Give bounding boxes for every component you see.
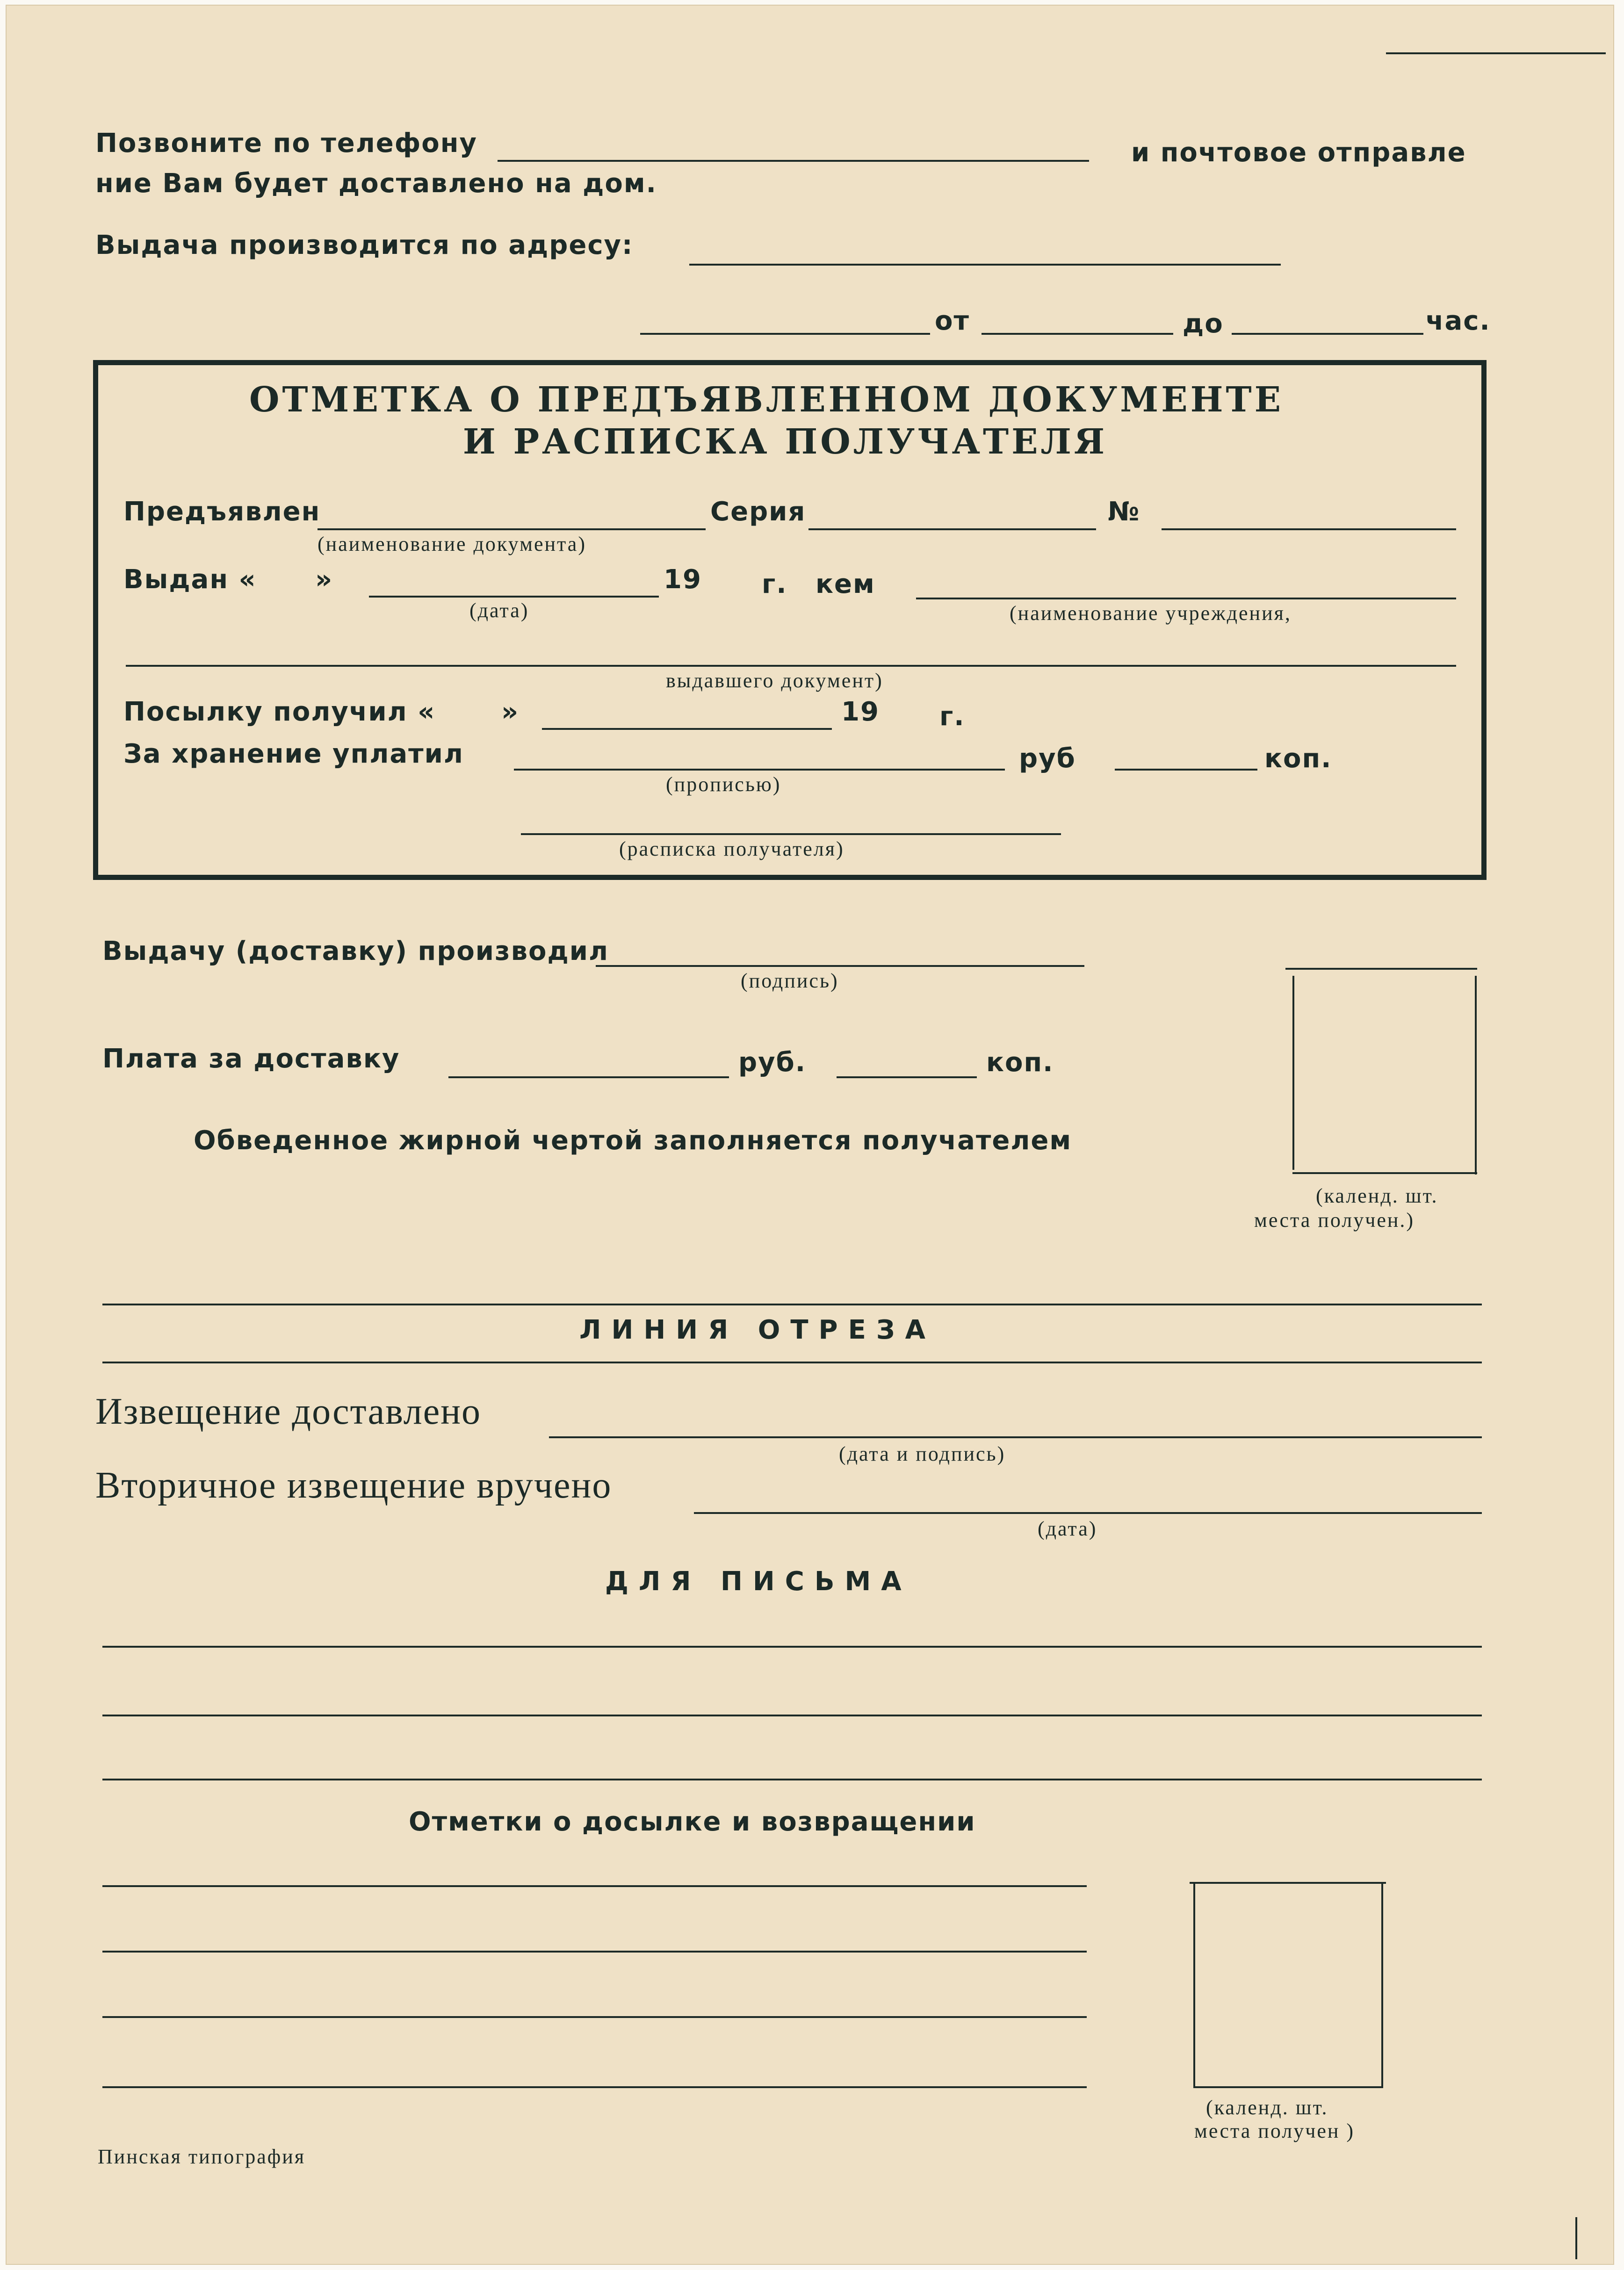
issued-quote-close: »	[315, 564, 333, 595]
issuer-caption: выдавшего документ)	[666, 669, 883, 692]
stamp-1-caption-line-1: (календ. шт.	[1316, 1184, 1438, 1207]
secondary-date-caption: (дата)	[1038, 1517, 1097, 1540]
cut-line-label: ЛИНИЯ ОТРЕЗА	[579, 1315, 936, 1345]
from-hours-line[interactable]	[982, 333, 1173, 335]
redirect-line-4[interactable]	[102, 2086, 1087, 2088]
notice-delivered-line[interactable]	[549, 1436, 1482, 1438]
parcel-year-19: 19	[841, 697, 880, 727]
bottom-right-mark	[1575, 2217, 1577, 2259]
from-label: от	[935, 306, 970, 336]
issued-date-line[interactable]	[369, 596, 659, 598]
signature-line[interactable]	[521, 833, 1061, 835]
delivery-rub-label: руб.	[738, 1047, 806, 1078]
delivery-performed-line[interactable]	[596, 965, 1084, 967]
address-line-2[interactable]	[640, 333, 930, 335]
phone-line[interactable]	[498, 160, 1089, 162]
cut-line-top	[102, 1304, 1482, 1305]
rub-label: руб	[1019, 743, 1076, 774]
notice-delivered-label: Извещение доставлено	[95, 1391, 482, 1432]
document-name-caption: (наименование документа)	[318, 533, 586, 555]
form-sheet	[6, 5, 1614, 2265]
issue-address-label: Выдача производится по адресу:	[95, 230, 634, 260]
delivery-performed-label: Выдачу (доставку) производил	[102, 936, 609, 966]
delivery-signature-caption: (подпись)	[741, 969, 839, 992]
stamp-box-2-bottom	[1193, 2086, 1383, 2088]
letter-line-3[interactable]	[102, 1779, 1482, 1780]
mail-delivery-continuation: ние Вам будет доставлено на дом.	[95, 168, 657, 199]
redirect-line-2[interactable]	[102, 1951, 1087, 1953]
stamp-box-1-right	[1475, 976, 1477, 1175]
letter-line-2[interactable]	[102, 1715, 1482, 1716]
mail-delivery-label: и почтовое отправле	[1131, 137, 1466, 168]
document-name-line[interactable]	[318, 528, 706, 530]
redirect-line-1[interactable]	[102, 1885, 1087, 1887]
for-letter-heading: ДЛЯ ПИСЬМА	[605, 1566, 912, 1597]
in-words-caption: (прописью)	[666, 773, 781, 796]
printer-imprint: Пинская типография	[98, 2145, 306, 2168]
number-line[interactable]	[1162, 528, 1456, 530]
stamp-box-1-top	[1285, 968, 1477, 970]
issued-label: Выдан «	[123, 564, 257, 595]
delivery-kop-label: коп.	[986, 1047, 1054, 1078]
stamp-box-2-top	[1190, 1882, 1386, 1884]
stamp-1-caption-line-2: места получен.)	[1254, 1209, 1415, 1232]
storage-kop-line[interactable]	[1115, 769, 1257, 771]
stamp-2-caption-line-2: места получен )	[1194, 2119, 1355, 2142]
stamp-box-2-right	[1381, 1882, 1383, 2088]
storage-amount-line[interactable]	[514, 769, 1005, 771]
date-signature-caption: (дата и подпись)	[839, 1442, 1006, 1465]
kop-label: коп.	[1264, 743, 1332, 774]
call-phone-label: Позвоните по телефону	[95, 128, 477, 159]
stamp-box-1-left	[1292, 976, 1294, 1170]
parcel-received-label: Посылку получил «	[123, 697, 436, 727]
year-g-label: г.	[762, 569, 787, 599]
hours-label: час.	[1426, 306, 1491, 336]
stamp-box-1-bottom	[1292, 1172, 1477, 1174]
to-hours-line[interactable]	[1232, 333, 1423, 335]
redirect-line-3[interactable]	[102, 2016, 1087, 2018]
institution-line[interactable]	[916, 598, 1456, 599]
date-caption: (дата)	[469, 599, 529, 622]
issuer-line[interactable]	[126, 665, 1456, 667]
secondary-notice-label: Вторичное извещение вручено	[95, 1465, 612, 1506]
box-title-line-2: И РАСПИСКА ПОЛУЧАТЕЛЯ	[462, 422, 1108, 462]
cut-line-bottom	[102, 1362, 1482, 1363]
delivery-fee-rub-line[interactable]	[448, 1076, 729, 1078]
presented-label: Предъявлен	[123, 497, 321, 527]
parcel-date-line[interactable]	[542, 728, 832, 730]
address-line[interactable]	[689, 264, 1281, 266]
top-corner-line	[1386, 52, 1606, 54]
stamp-box-2-left	[1193, 1882, 1195, 2088]
parcel-quote-close: »	[501, 697, 520, 727]
delivery-fee-label: Плата за доставку	[102, 1044, 400, 1074]
number-label: №	[1108, 497, 1140, 527]
redirect-return-heading: Отметки о досылке и возвращении	[409, 1807, 976, 1837]
delivery-fee-kop-line[interactable]	[837, 1076, 977, 1078]
series-label: Серия	[710, 497, 806, 527]
year-19-label: 19	[664, 564, 702, 595]
letter-line-1[interactable]	[102, 1646, 1482, 1648]
by-whom-label: кем	[816, 569, 875, 599]
box-title-line-1: ОТМЕТКА О ПРЕДЪЯВЛЕННОМ ДОКУМЕНТЕ	[249, 380, 1284, 420]
secondary-notice-line[interactable]	[694, 1512, 1482, 1514]
series-line[interactable]	[808, 528, 1096, 530]
parcel-year-g: г.	[939, 701, 965, 732]
institution-caption: (наименование учреждения,	[1010, 602, 1292, 625]
filled-by-recipient-note: Обведенное жирной чертой заполняется получателем	[194, 1125, 1072, 1156]
storage-paid-label: За хранение уплатил	[123, 739, 464, 769]
stamp-2-caption-line-1: (календ. шт.	[1206, 2096, 1328, 2119]
signature-caption: (расписка получателя)	[619, 837, 844, 860]
to-label: до	[1183, 309, 1224, 339]
